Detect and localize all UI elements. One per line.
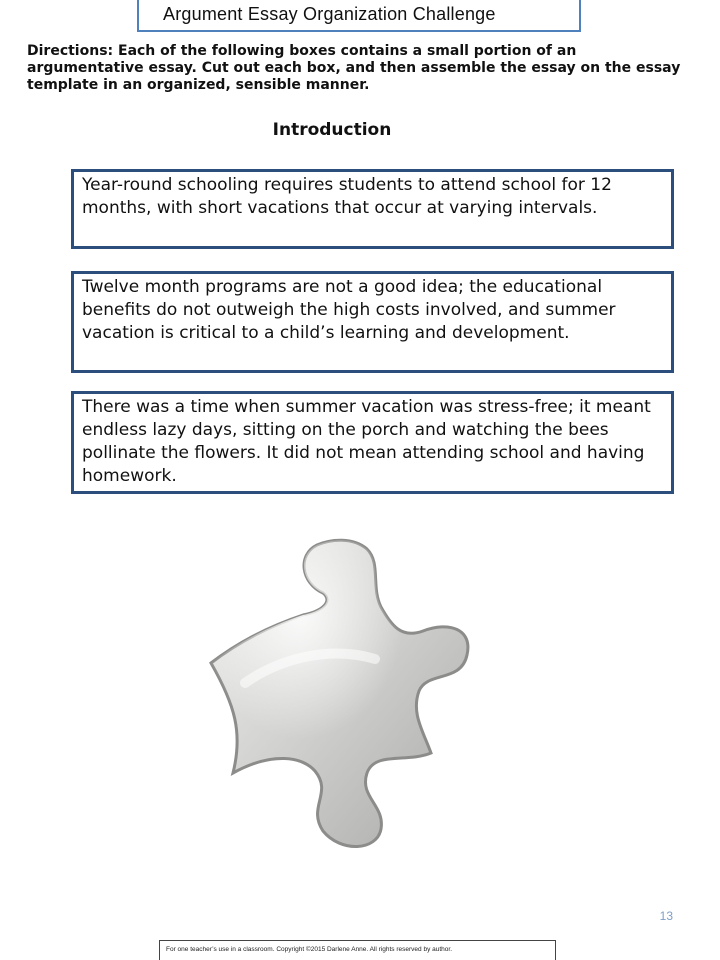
essay-box-2: Twelve month programs are not a good idea; the educational benefits do not outweigh the high costs involved, and summer vacation is critical to a child’s learning and development. (71, 271, 674, 373)
section-heading: Introduction (272, 120, 392, 140)
essay-box-1: Year-round schooling requires students to attend school for 12 months, with short vacations that occur at varying intervals. (71, 169, 674, 249)
directions-text: Directions: Each of the following boxes contains a small portion of an argumentative essay. Cut out each box, and then assemble the essay on the essay template in an organized, sensible manner. (27, 43, 681, 93)
copyright-footer: For one teacher’s use in a classroom. Copyright ©2015 Darlene Anne. All rights reserved by author. (159, 940, 556, 960)
essay-box-3: There was a time when summer vacation was stress-free; it meant endless lazy days, sitting on the porch and watching the bees pollinate the flowers. It did not mean attending school and having homework. (71, 391, 674, 494)
page-number: 13 (659, 909, 673, 923)
title-box (137, 0, 581, 32)
puzzle-piece-icon (205, 535, 475, 860)
page-title: Argument Essay Organization Challenge (163, 4, 496, 24)
